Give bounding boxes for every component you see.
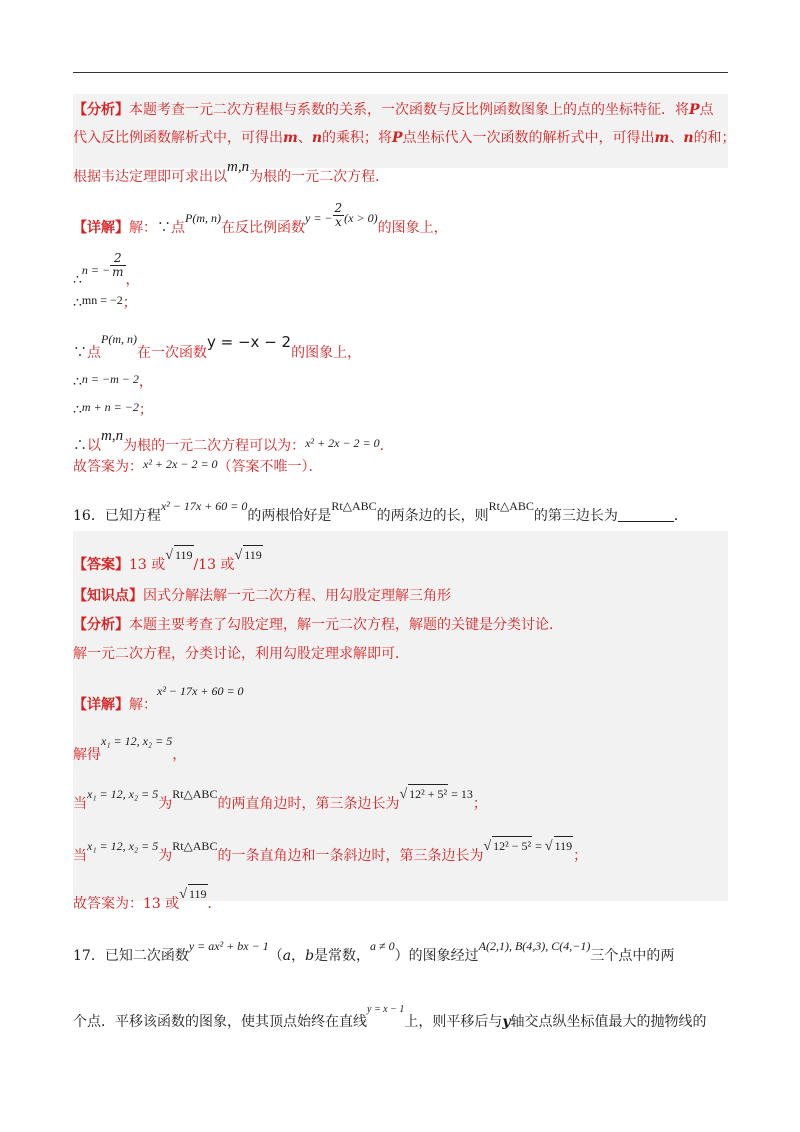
question-16: 16．已知方程x² − 17x + 60 = 0的两根恰好是Rt△ABC的两条边的长，则Rt△ABC的第三边长为 ． (73, 499, 688, 524)
sqrt-diff: 12² − 5² (492, 836, 532, 855)
knowledge-tag: 【知识点】 (73, 588, 143, 604)
detail-16-line-1: 【详解】解：x² − 17x + 60 = 0 (73, 684, 244, 713)
detail-16-line-3: 当x₁ = 12, x₂ = 5为Rt△ABC的两直角边时，第三条边长为√ 12² + 5² = 13； (73, 784, 487, 813)
header-rule (73, 72, 728, 73)
detail-line-7: ∴以m,n为根的一元二次方程可以为：x² + 2x − 2 = 0． (73, 428, 394, 454)
analysis-line-2: 代入反比例函数解析式中，可得出m、n的乘积；将P点坐标代入一次函数的解析式中，可得出m、n的和； (73, 130, 736, 146)
answer-16-final: 故答案为：13 或√ 119． (73, 884, 222, 913)
analysis-16-line-1: 【分析】本题主要考查了勾股定理，解一元二次方程，解题的关键是分类讨论． (73, 617, 563, 633)
detail-line-1: 【详解】解：∵点P(m, n)在反比例函数y = − $\frac{2}{x}$ (x > 0)的图象上， (73, 201, 448, 236)
detail-16-line-2: 解得x₁ = 12, x₂ = 5， (73, 734, 187, 763)
analysis-tag: 【分析】 (73, 102, 129, 118)
question-17-line-1: 17．已知二次函数y = ax² + bx − 1（a，b是常数，a ≠ 0）的图象经过A(2,1), B(4,3), C(4,−1)三个点中的两 (73, 939, 675, 964)
detail-line-4: ∵点P(m, n)在一次函数y = −x − 2的图象上， (73, 332, 362, 361)
detail-line-2: ∴n = − $\frac{2}{m}$ ， (73, 251, 140, 288)
fraction-2-over-m: $\frac{2}{m}$ (112, 251, 124, 279)
question-17-line-2: 个点．平移该函数的图象，使其顶点始终在直线$^{y = x - 1}$上，则平移后与y轴交点纵坐标值最大的抛物线的 (73, 1004, 707, 1030)
answer-line-15: 故答案为：x² + 2x − 2 = 0（答案不唯一）． (73, 457, 323, 475)
answer-blank (618, 507, 674, 522)
detail-16-line-4: 当x₁ = 12, x₂ = 5为Rt△ABC的一条直角边和一条斜边时，第三条边长为√ 12² − 5² = √ 119； (73, 836, 587, 865)
sqrt-sum: 12² + 5² (408, 784, 448, 803)
answer-tag: 【答案】 (73, 557, 129, 573)
detail-line-5: ∴n = −m − 2， (73, 372, 153, 390)
sqrt-119: 119 (174, 545, 194, 564)
analysis-line-3: 根据韦达定理即可求出以m,n为根的一元二次方程． (73, 159, 390, 185)
fraction-2-over-x: $\frac{2}{x}$ (334, 201, 343, 229)
knowledge-point: 【知识点】因式分解法解一元二次方程、用勾股定理解三角形 (73, 588, 451, 604)
therefore-symbol: ∴ (73, 272, 82, 288)
detail-line-3: ∴mn = −2； (73, 293, 137, 311)
because-symbol: ∵ (157, 220, 171, 236)
detail-tag: 【详解】 (73, 220, 129, 236)
analysis-16-line-2: 解一元二次方程，分类讨论，利用勾股定理求解即可． (73, 646, 409, 662)
analysis-line-1: 【分析】本题考查一元二次方程根与系数的关系，一次函数与反比例函数图象上的点的坐标特征．将P点 (73, 102, 714, 118)
detail-line-6: ∴m + n = −2； (73, 400, 153, 418)
answer-16: 【答案】13 或√ 119/13 或√ 119 (73, 545, 263, 574)
